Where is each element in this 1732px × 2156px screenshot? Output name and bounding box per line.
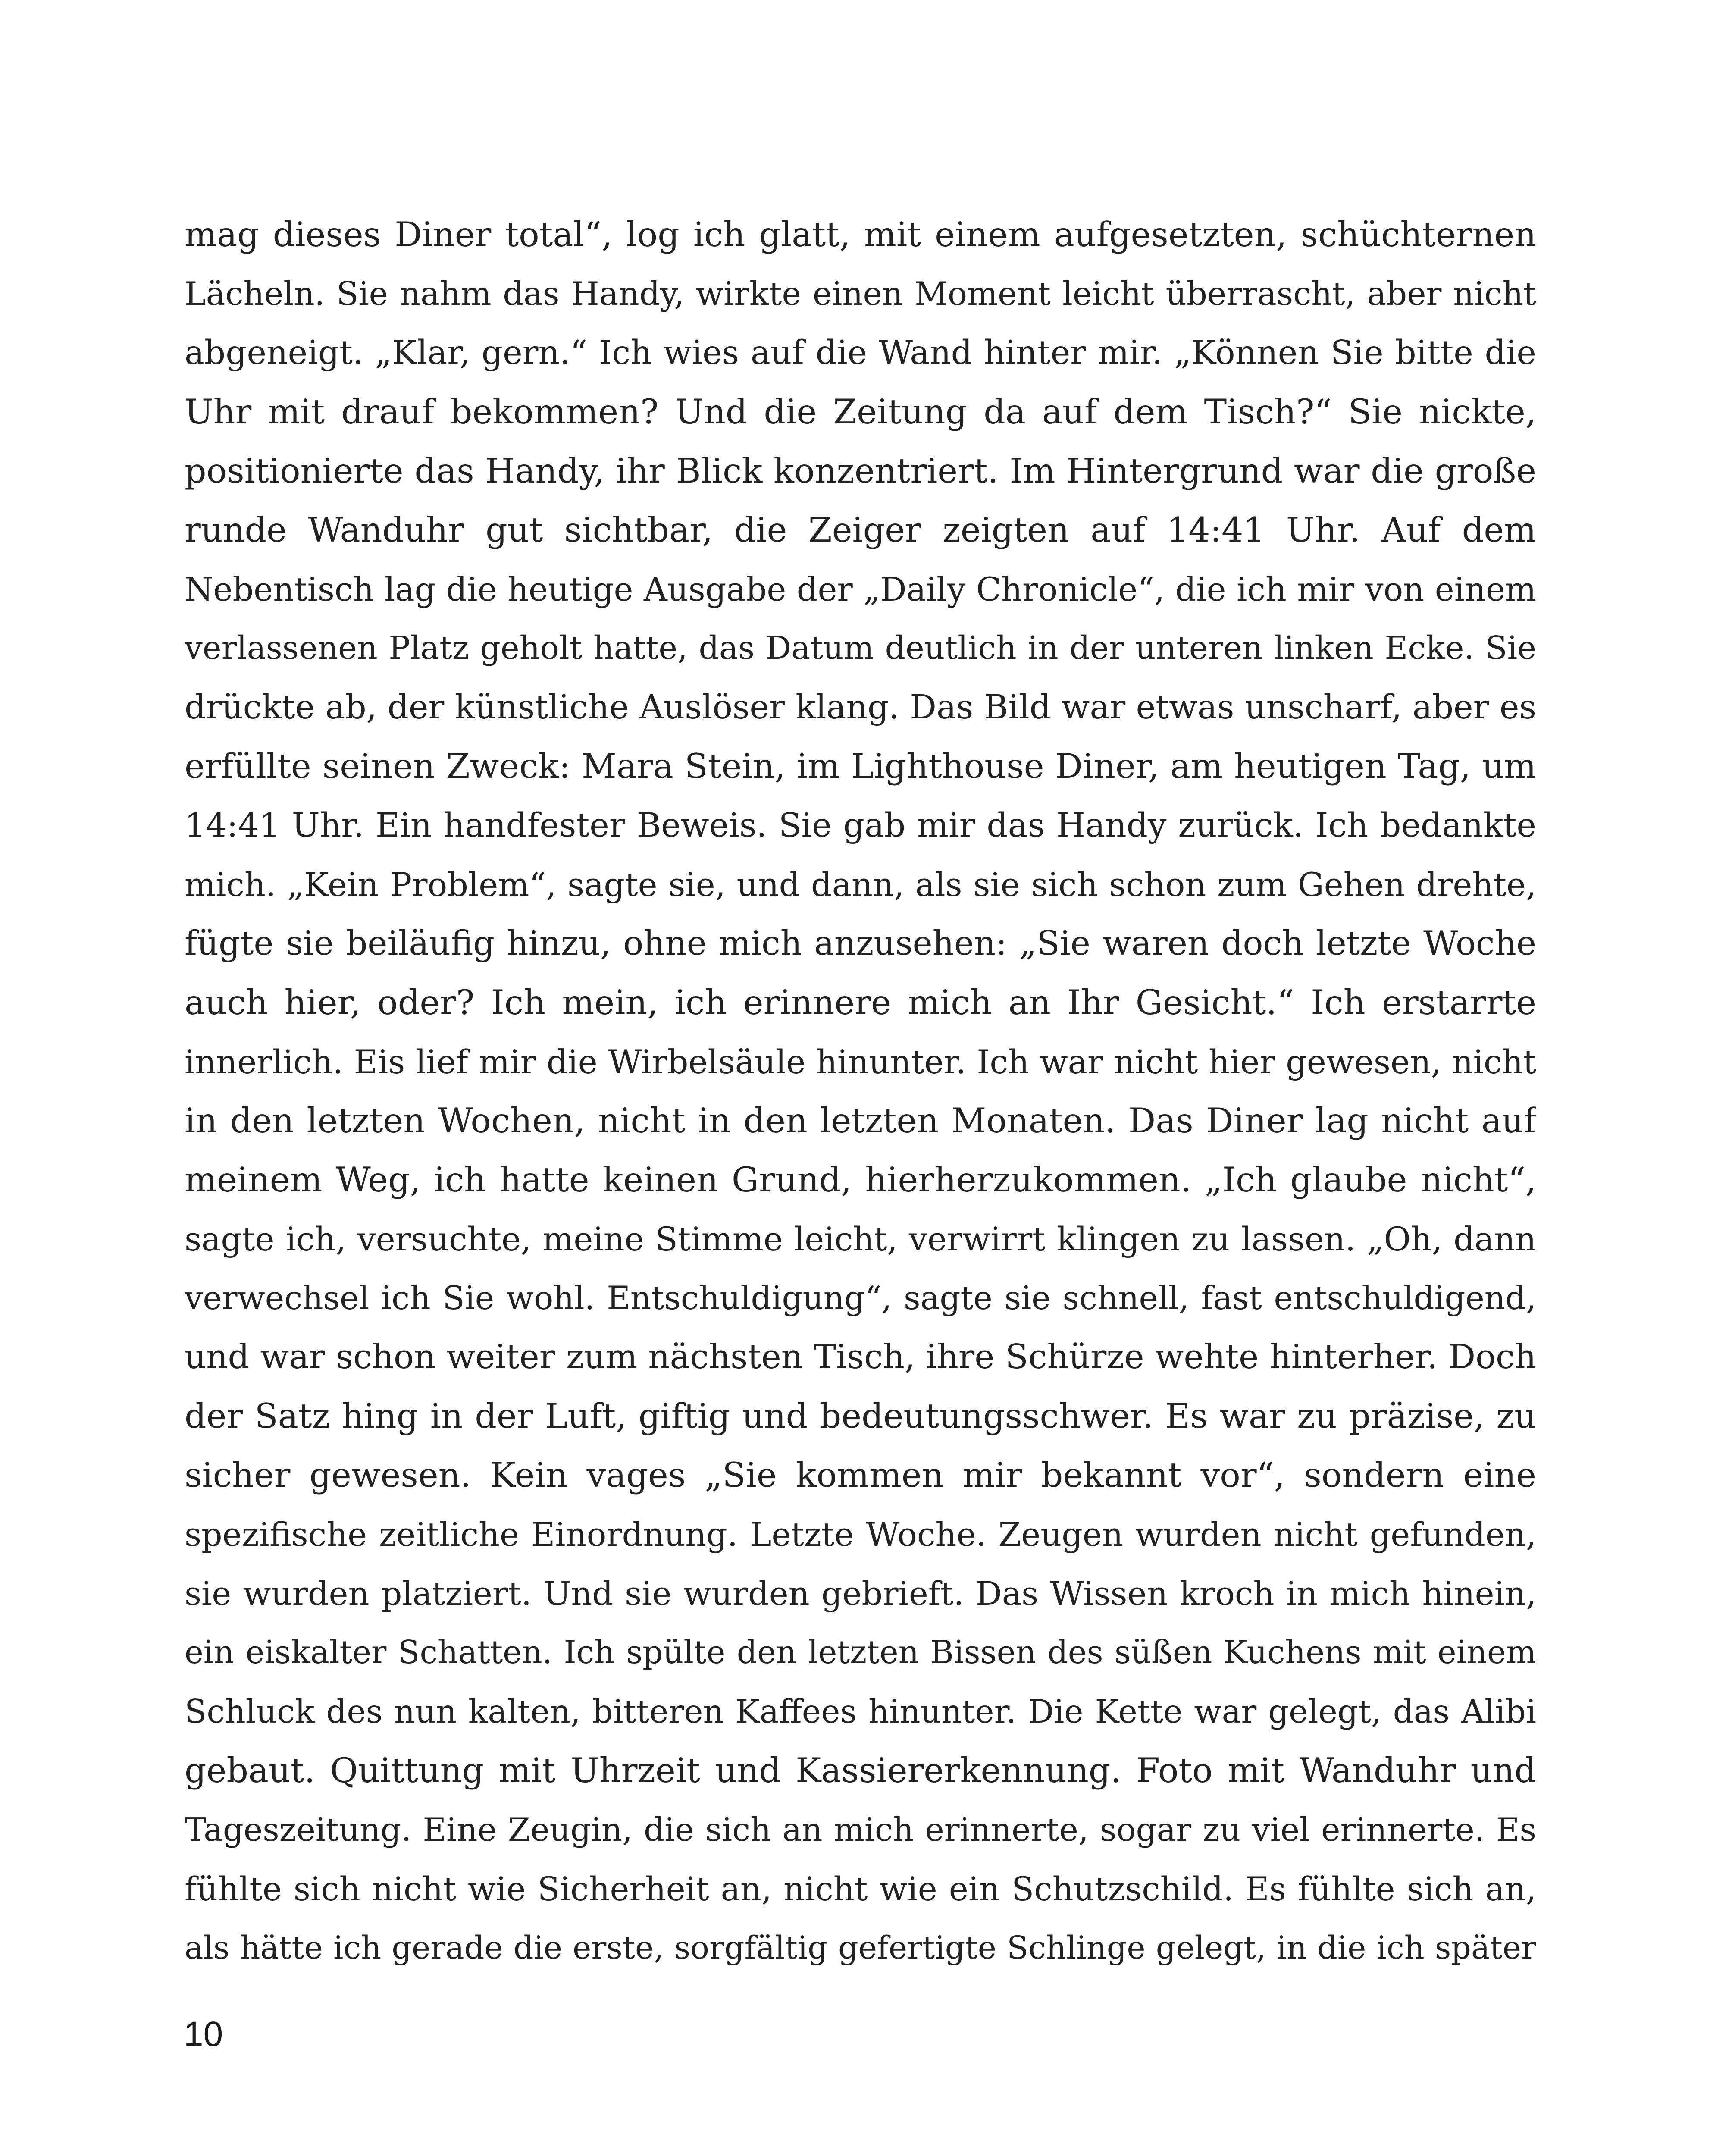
text-line: und war schon weiter zum nächsten Tisch, ihre Schürze wehte hinterher. Doch (185, 1338, 1536, 1376)
text-line: sicher gewesen. Kein vages „Sie kommen mir bekannt vor“, sondern eine (185, 1455, 1536, 1495)
page-number: 10 (184, 2015, 223, 2054)
text-line: auch hier, oder? Ich mein, ich erinnere mich an Ihr Gesicht.“ Ich erstarrte (185, 983, 1536, 1022)
text-line: der Satz hing in der Luft, giftig und bedeutungsschwer. Es war zu präzise, zu (185, 1396, 1536, 1436)
text-line: positionierte das Handy, ihr Blick konzentriert. Im Hintergrund war die große (185, 451, 1536, 491)
text-line: runde Wanduhr gut sichtbar, die Zeiger zeigten auf 14:41 Uhr. Auf dem (185, 510, 1536, 550)
text-line: innerlich. Eis lief mir die Wirbelsäule hinunter. Ich war nicht hier gewesen, nicht (185, 1043, 1536, 1081)
body-text (185, 205, 1536, 1977)
text-line: Tageszeitung. Eine Zeugin, die sich an mich erinnerte, sogar zu viel erinnerte. Es (185, 1811, 1536, 1849)
text-line: sagte ich, versuchte, meine Stimme leicht, verwirrt klingen zu lassen. „Oh, dann (185, 1220, 1536, 1258)
text-line: Schluck des nun kalten, bitteren Kaffees hinunter. Die Kette war gelegt, das Alibi (185, 1692, 1536, 1730)
text-line: fügte sie beiläufig hinzu, ohne mich anzusehen: „Sie waren doch letzte Woche (185, 924, 1536, 963)
text-line: spezifische zeitliche Einordnung. Letzte Woche. Zeugen wurden nicht gefunden, (185, 1515, 1536, 1554)
text-line: Nebentisch lag die heutige Ausgabe der „Daily Chronicle“, die ich mir von einem (185, 570, 1536, 608)
text-line: sie wurden platziert. Und sie wurden gebrieft. Das Wissen kroch in mich hinein, (185, 1574, 1536, 1613)
text-line: abgeneigt. „Klar, gern.“ Ich wies auf die Wand hinter mir. „Können Sie bitte die (185, 334, 1536, 372)
text-line: erfüllte seinen Zweck: Mara Stein, im Lighthouse Diner, am heutigen Tag, um (185, 746, 1536, 786)
text-line: drückte ab, der künstliche Auslöser klang. Das Bild war etwas unscharf, aber es (185, 688, 1536, 727)
text-line: mag dieses Diner total“, log ich glatt, mit einem aufgesetzten, schüchternen (185, 215, 1536, 254)
text-line: mich. „Kein Problem“, sagte sie, und dann, als sie sich schon zum Gehen drehte, (185, 865, 1536, 904)
text-line: 14:41 Uhr. Ein handfester Beweis. Sie gab mir das Handy zurück. Ich bedankte (185, 806, 1536, 845)
text-line: in den letzten Wochen, nicht in den letzten Monaten. Das Diner lag nicht auf (185, 1101, 1536, 1141)
text-line: gebaut. Quittung mit Uhrzeit und Kassiererkennung. Foto mit Wanduhr und (185, 1751, 1536, 1790)
text-line: meinem Weg, ich hatte keinen Grund, hierherzukommen. „Ich glaube nicht“, (185, 1160, 1536, 1200)
text-line: Lächeln. Sie nahm das Handy, wirkte einen Moment leicht überrascht, aber nicht (185, 275, 1536, 313)
text-line: Uhr mit drauf bekommen? Und die Zeitung da auf dem Tisch?“ Sie nickte, (185, 392, 1536, 432)
text-line: ein eiskalter Schatten. Ich spülte den letzten Bissen des süßen Kuchens mit einem (185, 1634, 1536, 1671)
text-line: als hätte ich gerade die erste, sorgfältig gefertigte Schlinge gelegt, in die ich später (185, 1930, 1536, 1966)
text-line: verlassenen Platz geholt hatte, das Datum deutlich in der unteren linken Ecke. Sie (185, 630, 1536, 667)
text-line: fühlte sich nicht wie Sicherheit an, nicht wie ein Schutzschild. Es fühlte sich an, (185, 1870, 1536, 1908)
text-line: verwechsel ich Sie wohl. Entschuldigung“, sagte sie schnell, fast entschuldigend, (185, 1279, 1536, 1317)
